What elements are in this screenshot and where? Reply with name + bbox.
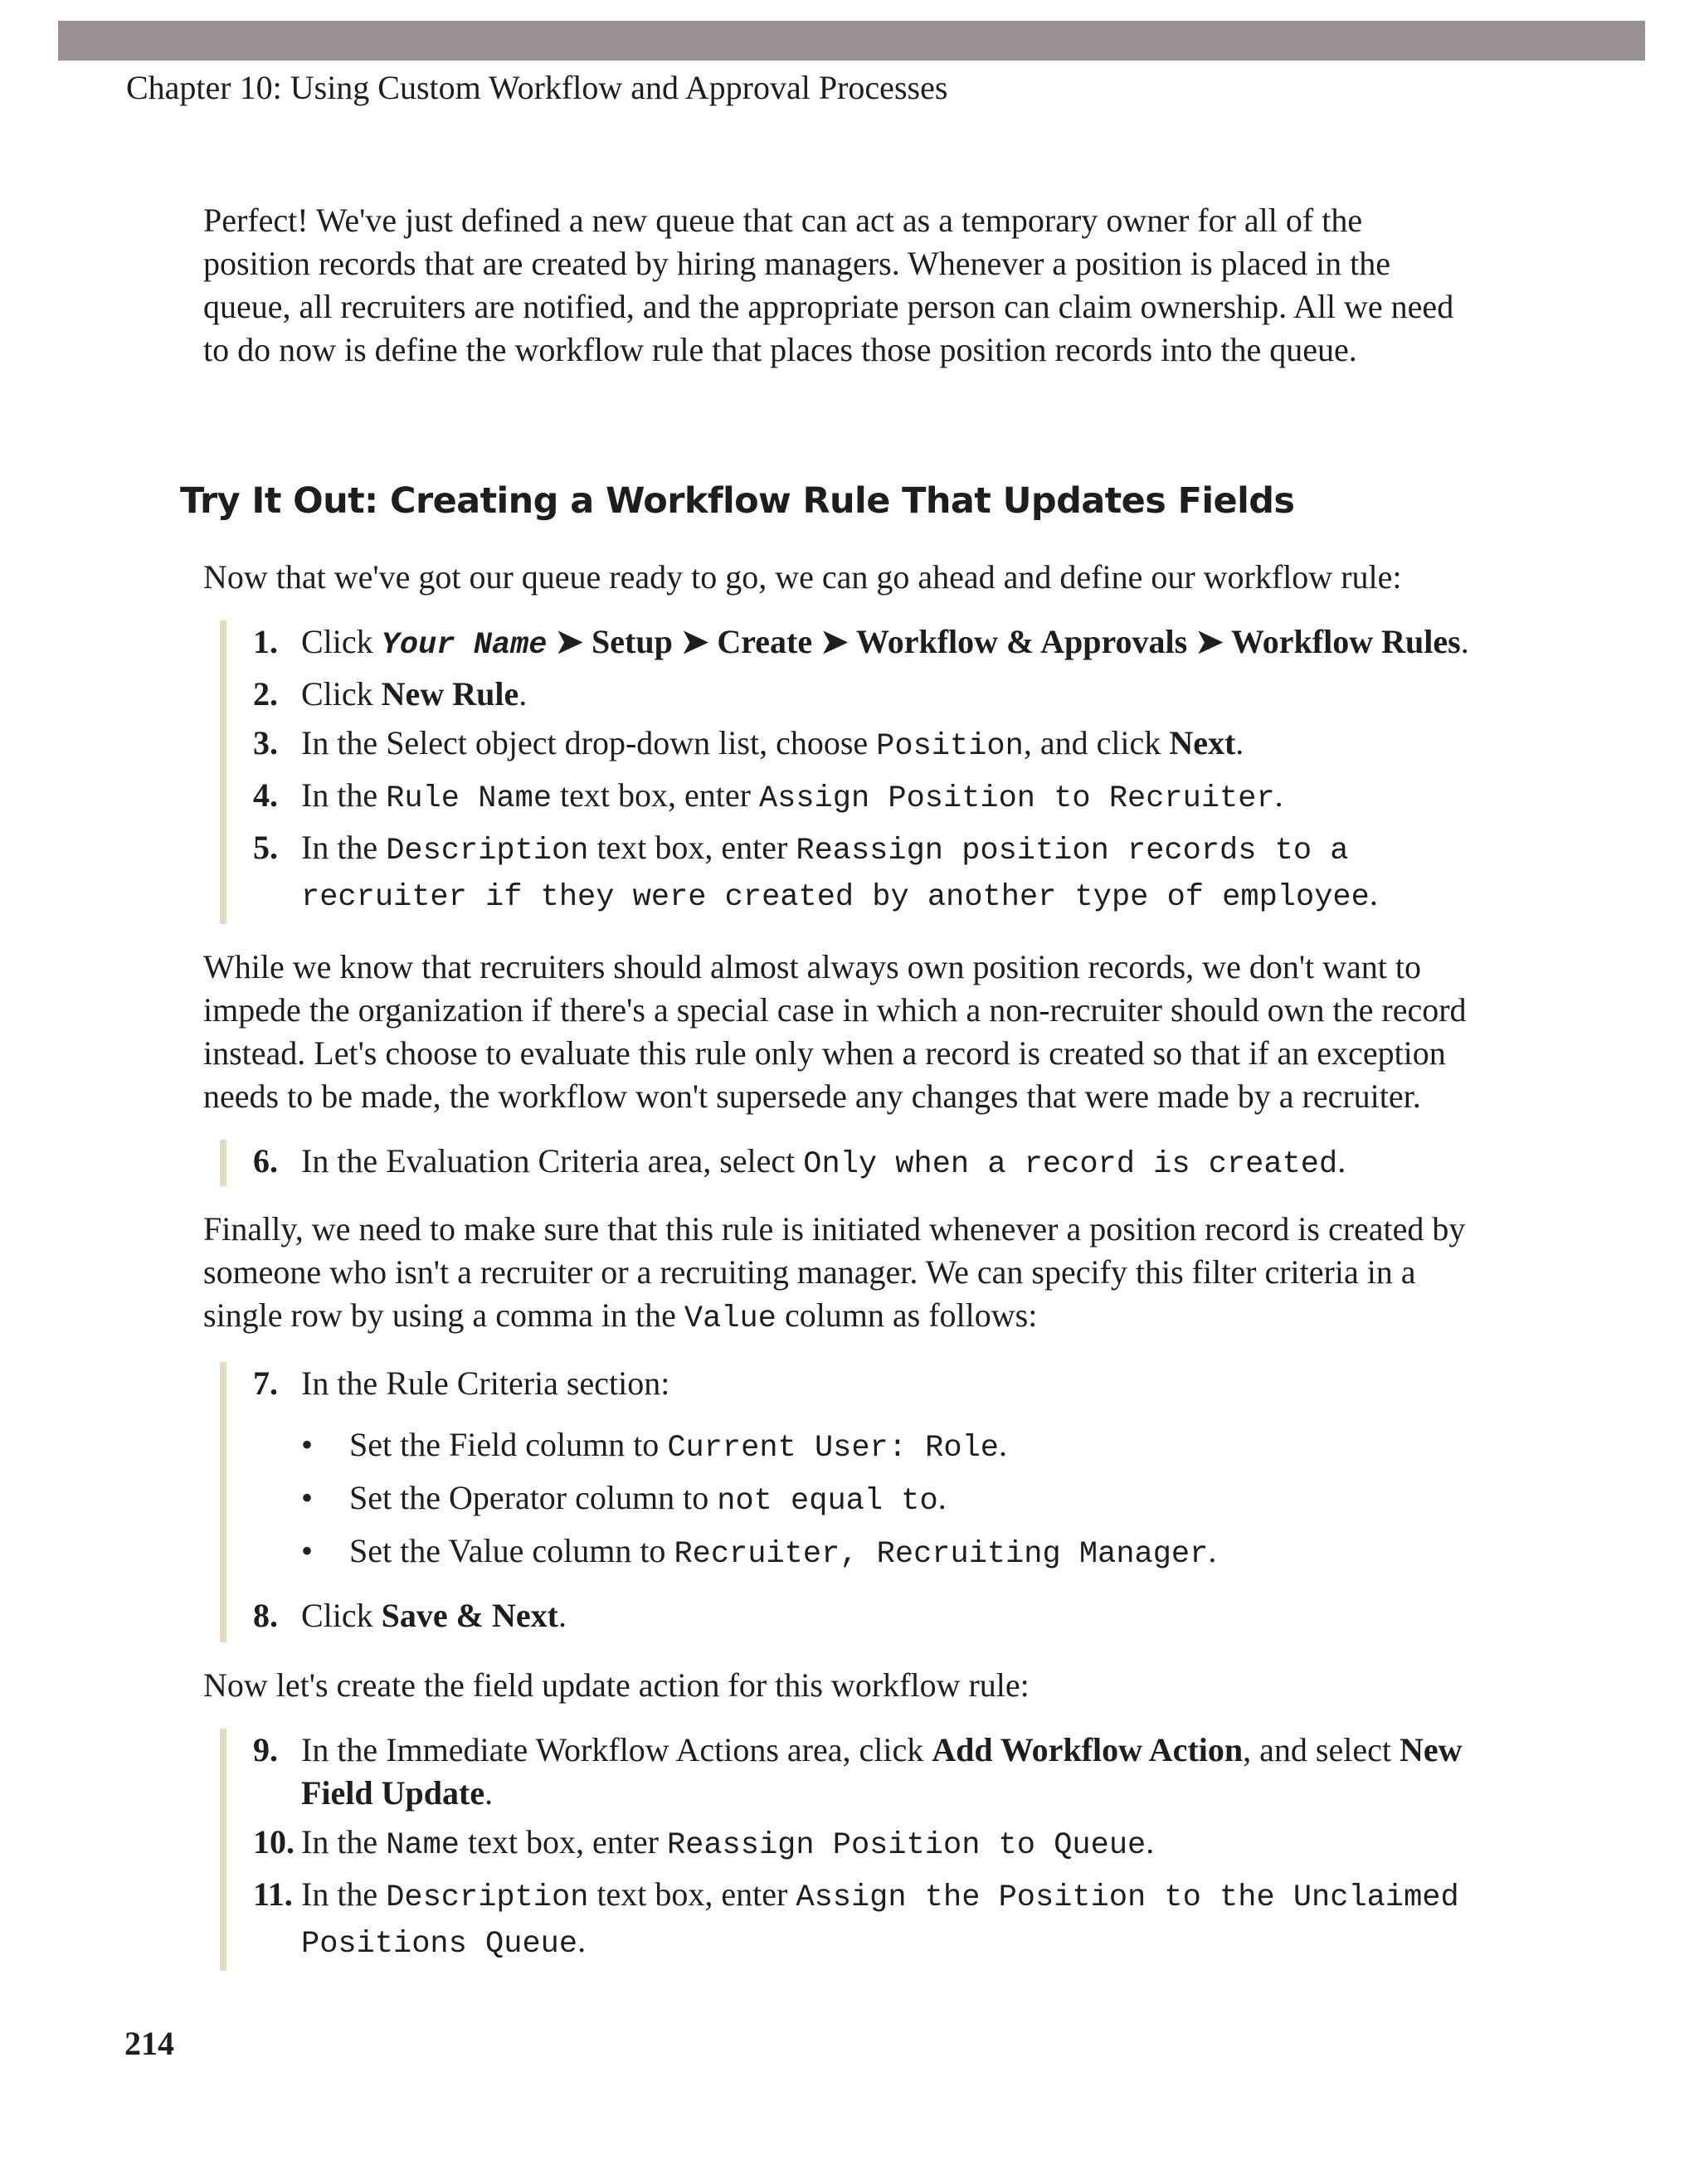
step-7: 7. In the Rule Criteria section: • Set the Field column to Current User: Role. • Set the Operator column to not equal to. • Set the Value column to Recruiter, Recruiting Manager. [253,1362,1473,1576]
code-your-name: Your Name [381,628,548,663]
bullet-operator: • Set the Operator column to not equal to. [301,1476,1473,1523]
step-2: 2. Click New Rule. [253,675,528,713]
step-11: 11. In the Description text box, enter Assign the Position to the Unclaimed Positions Queue. [253,1875,1459,1962]
paragraph-filter: Finally, we need to make sure that this rule is initiated whenever a position record is created by someone who isn't a recruiter or a recruiting manager. We can specify this filter criteria in a single row by using a comma in the Value column as follows: [203,1210,1466,1336]
bullet-field: • Set the Field column to Current User: Role. [301,1423,1473,1470]
step-10: 10. In the Name text box, enter Reassign Position to Queue. [253,1823,1155,1863]
steps-block-4 [220,1729,1473,1971]
steps-block-3 [220,1362,1473,1642]
step-6: 6. In the Evaluation Criteria area, select Only when a record is created. [253,1142,1346,1182]
menu-path: ➤ Setup ➤ Create ➤ Workflow & Approvals ➤ Workflow Rules [547,623,1461,660]
criteria-bullets [301,1423,1473,1576]
running-header-bar [58,21,1645,61]
step-1: 1. Click Your Name ➤ Setup ➤ Create ➤ Workflow & Approvals ➤ Workflow Rules. [253,623,1469,663]
section-heading: Try It Out: Creating a Workflow Rule That Updates Fields [180,480,1295,522]
intro-paragraph: Perfect! We've just defined a new queue that can act as a temporary owner for all of the position records that are created by hiring managers. Whenever a position is placed in the queue, all recruiters are notified, and the appropriate person can claim ownership. All we need to do now is define the workflow rule that places those position records into the queue. [203,202,1454,368]
step-4: 4. In the Rule Name text box, enter Assign Position to Recruiter. [253,776,1283,816]
step-3: 3. In the Select object drop-down list, choose Position, and click Next. [253,724,1244,764]
step-9: 9. In the Immediate Workflow Actions area, click Add Workflow Action, and select New Field Update. [253,1731,1463,1812]
bullet-value: • Set the Value column to Recruiter, Recruiting Manager. [301,1530,1473,1576]
step-8: 8. Click Save & Next. [253,1597,567,1634]
paragraph-field-update: Now let's create the field update action for this workflow rule: [203,1666,1030,1704]
page-number: 214 [124,2025,174,2062]
steps-block-1 [220,620,1473,924]
steps-block-2 [220,1140,1473,1186]
page-body [180,199,1473,1992]
lead-paragraph: Now that we've got our queue ready to go, we can go ahead and define our workflow rule: [203,558,1402,596]
paragraph-evaluation: While we know that recruiters should almost always own position records, we don't want to impede the organization if there's a special case in which a non-recruiter should own the record instead. Let's choose to evaluate this rule only when a record is created so that if an exception needs to be made, the workflow won't supersede any changes that were made by a recruiter. [203,948,1467,1115]
chapter-title: Chapter 10: Using Custom Workflow and Approval Processes [126,69,948,106]
step-5: 5. In the Description text box, enter Reassign position records to a recruiter if they were created by another type of employee. [253,829,1378,915]
